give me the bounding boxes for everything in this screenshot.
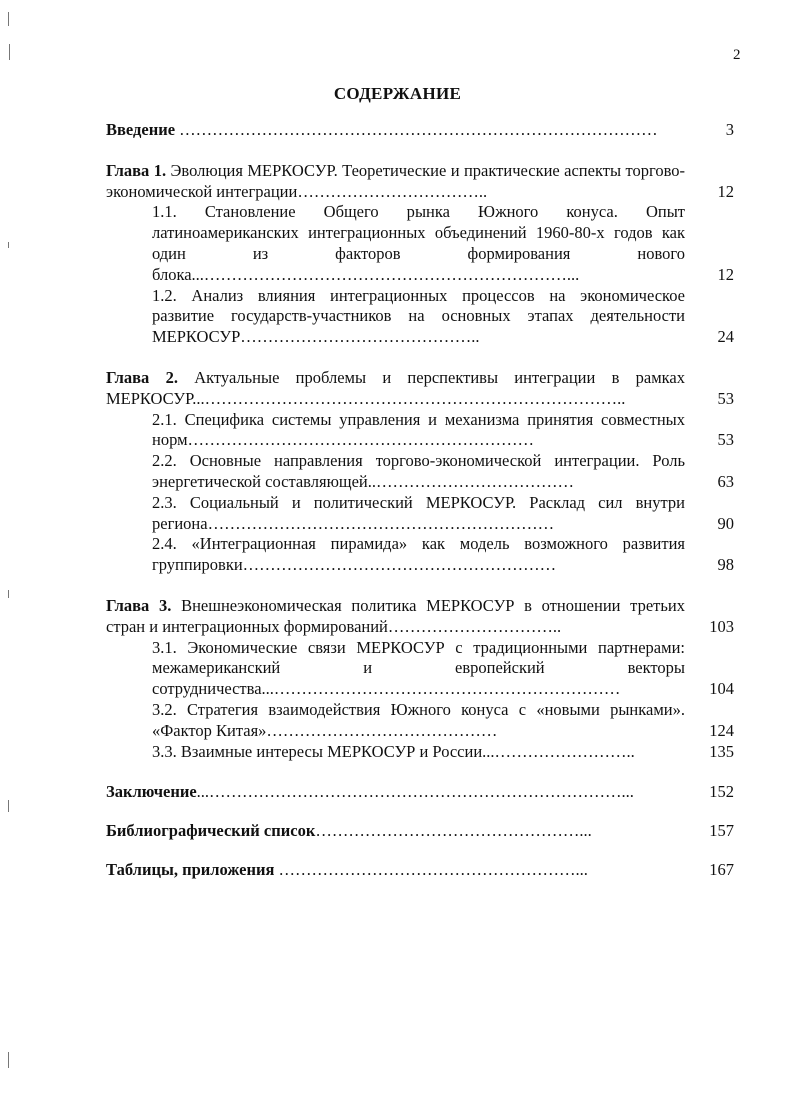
scan-artifact xyxy=(9,44,10,60)
toc-label: Библиографический список xyxy=(106,821,316,841)
toc-text: 1.1. Становление Общего рынка Южного конуса. Опыт латиноамериканских интеграционных объединений 1960-80-х годов как один из факторов формирования нового блока...…………………………………………………………... xyxy=(152,202,685,284)
toc-text: ...…………………………………………………………………... xyxy=(196,782,634,802)
toc-text: 2.1. Специфика системы управления и механизма принятия совместных норм……………………………………………………… xyxy=(152,409,685,450)
toc-page: 98 xyxy=(717,555,734,575)
toc-text: 3.1. Экономические связи МЕРКОСУР с традиционными партнерами: межамериканский и европейский векторы сотрудничества...……………………………………………………… xyxy=(152,637,685,699)
scan-artifact xyxy=(8,12,9,26)
toc-page: 152 xyxy=(709,782,734,802)
toc-text: 3.3. Взаимные интересы МЕРКОСУР и России...…………………….. xyxy=(152,741,635,761)
toc-entry-section-1-2 xyxy=(106,286,734,348)
toc-page: 12 xyxy=(717,264,734,284)
toc-entry-appendices xyxy=(106,860,734,881)
toc-label: Глава 1. xyxy=(106,160,167,180)
toc-entry-conclusion xyxy=(106,782,734,803)
toc-text: ………………………………………………... xyxy=(274,859,588,879)
toc-text: Внешнеэкономическая политика МЕРКОСУР в отношении третьих стран и интеграционных формирований………………………….. xyxy=(106,595,685,636)
toc-entry-chapter-3 xyxy=(106,596,734,638)
toc-text: 1.2. Анализ влияния интеграционных процессов на экономическое развитие государств-участников на основных этапах деятельности МЕРКОСУР…………………………………….. xyxy=(152,285,685,347)
toc-page: 3 xyxy=(725,120,734,139)
toc-text: 2.2. Основные направления торгово-экономической интеграции. Роль энергетической составляющей..……………………………… xyxy=(152,451,685,491)
toc-page: 135 xyxy=(709,741,734,761)
toc-page: 90 xyxy=(717,513,734,533)
scan-artifact xyxy=(8,1052,9,1068)
toc-label: Глава 3. xyxy=(106,595,172,615)
scan-artifact xyxy=(8,590,9,598)
toc-text: 2.4. «Интеграционная пирамида» как модель возможного развития группировки………………………………………………… xyxy=(152,534,685,575)
toc-entry-section-3-3 xyxy=(106,742,734,763)
toc-page: 53 xyxy=(717,430,734,450)
scan-artifact xyxy=(8,242,9,248)
table-of-contents xyxy=(106,120,734,881)
toc-page: 63 xyxy=(717,471,734,491)
toc-page: 104 xyxy=(709,679,734,699)
toc-entry-section-3-2 xyxy=(106,700,734,742)
toc-text: 3.2. Стратегия взаимодействия Южного конуса с «новыми рынками». «Фактор Китая»…………………………………… xyxy=(152,699,685,740)
page-number: 2 xyxy=(733,47,741,63)
toc-entry-section-2-3 xyxy=(106,493,734,535)
toc-text: Эволюция МЕРКОСУР. Теоретические и практические аспекты торгово-экономической интеграции…………………………….. xyxy=(106,160,685,201)
scan-artifact xyxy=(8,800,9,812)
toc-text: Актуальные проблемы и перспективы интеграции в рамках МЕРКОСУР...………………………………………………………………….. xyxy=(106,367,685,408)
toc-text: …………………………………………... xyxy=(315,821,592,841)
toc-entry-section-2-2 xyxy=(106,451,734,493)
toc-entry-section-1-1 xyxy=(106,202,734,285)
toc-entry-bibliography xyxy=(106,821,734,842)
toc-page: 24 xyxy=(717,327,734,347)
toc-page: 124 xyxy=(709,720,734,740)
toc-entry-introduction xyxy=(106,120,734,141)
toc-page: 157 xyxy=(709,821,734,841)
toc-entry-chapter-1 xyxy=(106,161,734,203)
toc-page: 103 xyxy=(709,616,734,636)
toc-label: Глава 2. xyxy=(106,367,178,387)
toc-page: 167 xyxy=(709,859,734,879)
toc-entry-section-3-1 xyxy=(106,638,734,700)
toc-entry-section-2-4 xyxy=(106,534,734,576)
toc-label: Таблицы, приложения xyxy=(106,859,275,879)
toc-label: Заключение xyxy=(106,782,197,802)
toc-page: 12 xyxy=(717,181,734,201)
toc-label: Введение xyxy=(106,120,176,139)
page-title: СОДЕРЖАНИЕ xyxy=(333,84,462,103)
toc-entry-section-2-1 xyxy=(106,410,734,452)
toc-page: 53 xyxy=(717,388,734,408)
toc-text: 2.3. Социальный и политический МЕРКОСУР. Расклад сил внутри региона……………………………………………………… xyxy=(152,492,685,533)
toc-text: …………………………………………………………………………… xyxy=(175,120,658,139)
toc-entry-chapter-2 xyxy=(106,368,734,410)
